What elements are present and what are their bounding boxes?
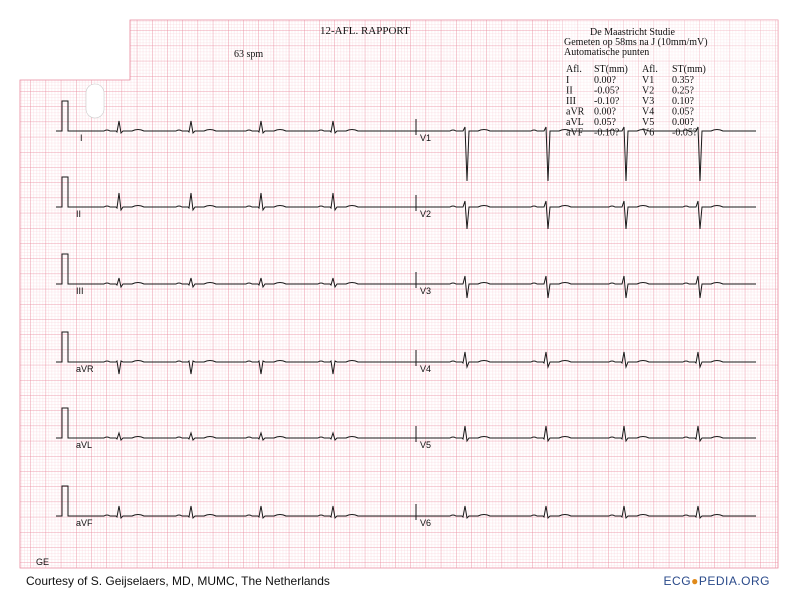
lead-label-left: aVR <box>76 364 94 374</box>
footer-credit: Courtesy of S. Geijselaers, MD, MUMC, The Netherlands <box>26 574 330 588</box>
st-table-cell: 0.10? <box>672 96 694 107</box>
logo-mark: ● <box>691 574 699 588</box>
logo-left-text: ECG <box>663 574 692 588</box>
st-table-cell: aVR <box>566 106 585 118</box>
st-table-cell: 0.00? <box>594 75 616 86</box>
st-table-cell: 0.05? <box>594 117 616 128</box>
st-table-cell: 0.25? <box>672 85 694 97</box>
st-table-cell: V5 <box>642 117 655 128</box>
logo-right-text: PEDIA.ORG <box>698 574 770 588</box>
lead-label-right: V3 <box>420 286 432 296</box>
ecgpedia-logo <box>664 574 770 588</box>
heart-rate: 63 spm <box>234 49 264 60</box>
hole-punch <box>86 84 104 118</box>
st-table-cell: II <box>566 85 573 97</box>
st-table-cell: 0.05? <box>672 106 694 118</box>
st-header-st-2: ST(mm) <box>672 64 706 75</box>
lead-label-left: aVL <box>76 440 93 450</box>
lead-label-right: V6 <box>420 518 432 528</box>
st-table-cell: 0.00? <box>672 117 694 128</box>
st-table-cell: -0.10? <box>594 127 620 139</box>
lead-label-right: V1 <box>420 133 432 143</box>
st-table-cell: V6 <box>642 127 655 139</box>
st-table-cell: V4 <box>642 106 655 118</box>
st-table-cell: III <box>566 96 576 107</box>
st-table-cell: -0.05? <box>672 127 698 139</box>
st-table-cell: 0.35? <box>672 75 694 86</box>
lead-label-left: II <box>76 209 82 219</box>
study-name: De Maastricht Studie <box>590 27 675 38</box>
st-table-cell: aVL <box>566 117 584 128</box>
st-table-cell: V2 <box>642 85 655 97</box>
st-header-lead-2: Afl. <box>642 64 658 75</box>
st-table-cell: I <box>566 75 570 86</box>
lead-label-right: V2 <box>420 209 432 219</box>
st-header-st-1: ST(mm) <box>594 64 628 75</box>
measured-line: Gemeten op 58ms na J (10mm/mV) <box>564 37 708 48</box>
st-table-cell: V1 <box>642 75 655 86</box>
lead-label-left: III <box>76 286 84 296</box>
lead-label-left: aVF <box>76 518 93 528</box>
lead-label-left: I <box>80 133 83 143</box>
st-header-lead-1: Afl. <box>566 64 582 75</box>
lead-label-right: V5 <box>420 440 432 450</box>
report-title: 12-AFL. RAPPORT <box>320 25 410 37</box>
st-table-cell: 0.00? <box>594 106 616 118</box>
st-table-cell: aVF <box>566 127 584 139</box>
lead-label-right: V4 <box>420 364 432 374</box>
device-label: GE <box>36 557 50 567</box>
automatic-points: Automatische punten <box>564 47 650 58</box>
st-table-cell: -0.10? <box>594 96 620 107</box>
st-table-cell: -0.05? <box>594 85 620 97</box>
st-table-cell: V3 <box>642 96 655 107</box>
